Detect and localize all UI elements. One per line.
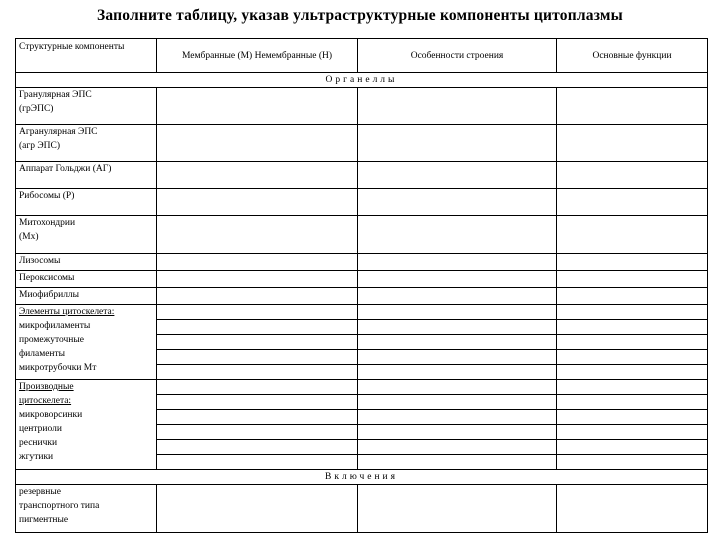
table-row xyxy=(16,271,708,288)
cell-structure[interactable] xyxy=(358,305,557,320)
table-row xyxy=(16,380,708,395)
row-label-peroxisomes: Пероксисомы xyxy=(16,271,157,288)
label-line: реснички xyxy=(19,438,58,448)
cell-functions[interactable] xyxy=(557,380,708,395)
cell-membrane[interactable] xyxy=(157,288,358,305)
cell-functions[interactable] xyxy=(557,189,708,216)
table-row xyxy=(16,254,708,271)
cell-functions[interactable] xyxy=(557,125,708,162)
cell-functions[interactable] xyxy=(557,440,708,455)
cell-functions[interactable] xyxy=(557,254,708,271)
cell-membrane[interactable] xyxy=(157,335,358,350)
label-line: (агр ЭПС) xyxy=(19,141,61,151)
row-label-myofibrils: Миофибриллы xyxy=(16,288,157,305)
table-row xyxy=(16,288,708,305)
page-title: Заполните таблицу, указав ультраструктурные компоненты цитоплазмы xyxy=(97,7,623,24)
cell-membrane[interactable] xyxy=(157,320,358,335)
cell-membrane[interactable] xyxy=(157,380,358,395)
cell-functions[interactable] xyxy=(557,365,708,380)
table-row xyxy=(16,485,708,533)
row-label-cytoskeleton xyxy=(16,305,157,380)
cell-membrane[interactable] xyxy=(157,305,358,320)
cell-membrane[interactable] xyxy=(157,189,358,216)
label-line: филаменты xyxy=(19,349,66,359)
cell-structure[interactable] xyxy=(358,271,557,288)
cell-structure[interactable] xyxy=(358,455,557,470)
header-components: Структурные компоненты xyxy=(16,39,157,73)
label-line: микроворсинки xyxy=(19,410,83,420)
cell-structure[interactable] xyxy=(358,395,557,410)
section-row-organelles xyxy=(16,73,708,88)
cell-functions[interactable] xyxy=(557,395,708,410)
row-label-lysosomes: Лизосомы xyxy=(16,254,157,271)
cell-functions[interactable] xyxy=(557,455,708,470)
cell-membrane[interactable] xyxy=(157,88,358,125)
label-line: центриоли xyxy=(19,424,62,434)
table-row xyxy=(16,305,708,320)
table-row xyxy=(16,88,708,125)
label-line: Гранулярная ЭПС xyxy=(19,90,92,100)
section-organelles: Органеллы xyxy=(16,73,708,88)
row-label-ribosomes: Рибосомы (Р) xyxy=(16,189,157,216)
cell-membrane[interactable] xyxy=(157,410,358,425)
cell-membrane[interactable] xyxy=(157,254,358,271)
cell-structure[interactable] xyxy=(358,350,557,365)
cell-functions[interactable] xyxy=(557,485,708,533)
row-label-inclusions xyxy=(16,485,157,533)
cell-functions[interactable] xyxy=(557,335,708,350)
table-row xyxy=(16,125,708,162)
label-line: Митохондрии xyxy=(19,218,76,228)
cell-structure[interactable] xyxy=(358,125,557,162)
table-row xyxy=(16,189,708,216)
label-line: промежуточные xyxy=(19,335,84,345)
cell-structure[interactable] xyxy=(358,216,557,254)
cell-structure[interactable] xyxy=(358,365,557,380)
cell-membrane[interactable] xyxy=(157,440,358,455)
label-line: (грЭПС) xyxy=(19,104,54,114)
cell-structure[interactable] xyxy=(358,320,557,335)
cell-structure[interactable] xyxy=(358,425,557,440)
label-line: (Мх) xyxy=(19,232,39,242)
label-line: жгутики xyxy=(19,452,54,462)
cell-structure[interactable] xyxy=(358,288,557,305)
cell-membrane[interactable] xyxy=(157,395,358,410)
cell-structure[interactable] xyxy=(358,189,557,216)
cell-structure[interactable] xyxy=(358,335,557,350)
cell-membrane[interactable] xyxy=(157,162,358,189)
label-line: пигментные xyxy=(19,515,69,525)
section-inclusions: Включения xyxy=(16,470,708,485)
section-row-inclusions xyxy=(16,470,708,485)
cell-structure[interactable] xyxy=(358,88,557,125)
cell-functions[interactable] xyxy=(557,271,708,288)
label-line: Производные xyxy=(19,382,74,392)
cell-structure[interactable] xyxy=(358,410,557,425)
cell-functions[interactable] xyxy=(557,425,708,440)
cell-functions[interactable] xyxy=(557,288,708,305)
label-line: Элементы цитоскелета: xyxy=(19,307,115,317)
cell-functions[interactable] xyxy=(557,162,708,189)
cell-functions[interactable] xyxy=(557,320,708,335)
cell-membrane[interactable] xyxy=(157,216,358,254)
cell-membrane[interactable] xyxy=(157,125,358,162)
row-label-mitochondria xyxy=(16,216,157,254)
cell-structure[interactable] xyxy=(358,380,557,395)
label-line: микротрубочки Мт xyxy=(19,363,97,373)
header-structure: Особенности строения xyxy=(358,39,557,73)
header-row xyxy=(16,39,708,73)
cell-functions[interactable] xyxy=(557,216,708,254)
cell-structure[interactable] xyxy=(358,485,557,533)
row-label-derivatives xyxy=(16,380,157,470)
cell-membrane[interactable] xyxy=(157,485,358,533)
cell-membrane[interactable] xyxy=(157,455,358,470)
cytoplasm-table xyxy=(15,38,708,533)
cell-membrane[interactable] xyxy=(157,271,358,288)
cell-structure[interactable] xyxy=(358,254,557,271)
cell-membrane[interactable] xyxy=(157,365,358,380)
header-membrane: Мембранные (М) Немембранные (Н) xyxy=(157,39,358,73)
cell-membrane[interactable] xyxy=(157,350,358,365)
cell-structure[interactable] xyxy=(358,440,557,455)
table-row xyxy=(16,162,708,189)
cell-functions[interactable] xyxy=(557,305,708,320)
label-line: Агранулярная ЭПС xyxy=(19,127,98,137)
label-line: резервные xyxy=(19,487,61,497)
row-label-agr-eps xyxy=(16,125,157,162)
cell-membrane[interactable] xyxy=(157,425,358,440)
cell-structure[interactable] xyxy=(358,162,557,189)
header-functions: Основные функции xyxy=(557,39,708,73)
cell-functions[interactable] xyxy=(557,410,708,425)
row-label-gr-eps xyxy=(16,88,157,125)
table-row xyxy=(16,216,708,254)
cell-functions[interactable] xyxy=(557,88,708,125)
cell-functions[interactable] xyxy=(557,350,708,365)
label-line: транспортного типа xyxy=(19,501,100,511)
label-line: микрофиламенты xyxy=(19,321,91,331)
row-label-golgi: Аппарат Гольджи (АГ) xyxy=(16,162,157,189)
label-line: цитоскелета: xyxy=(19,396,72,406)
